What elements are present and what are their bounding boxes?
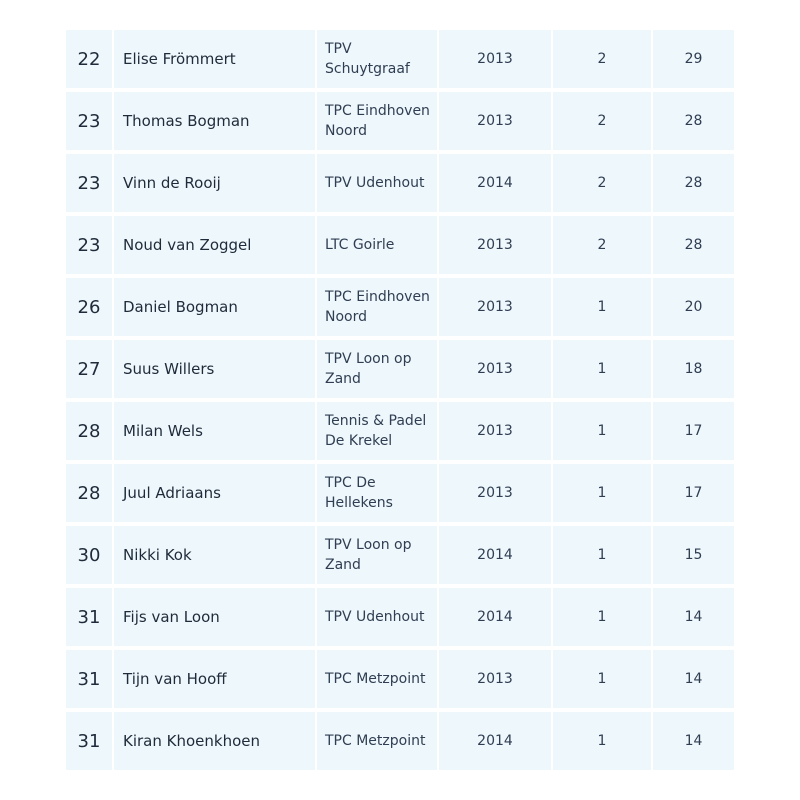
player-name-cell-text: Kiran Khoenkhoen xyxy=(123,732,260,750)
table-row xyxy=(66,30,734,88)
rank-cell xyxy=(66,30,112,88)
birth-year-cell-text: 2013 xyxy=(477,113,513,129)
table-row xyxy=(66,216,734,274)
count-cell xyxy=(553,712,651,770)
rank-cell-text: 31 xyxy=(77,668,101,690)
points-cell xyxy=(653,712,734,770)
birth-year-cell-text: 2013 xyxy=(477,361,513,377)
birth-year-cell-text: 2013 xyxy=(477,671,513,687)
rank-cell-text: 27 xyxy=(77,358,101,380)
birth-year-cell-text: 2014 xyxy=(477,733,513,749)
club-cell xyxy=(317,216,437,274)
points-cell-text: 18 xyxy=(684,361,703,377)
birth-year-cell xyxy=(439,340,551,398)
birth-year-cell xyxy=(439,464,551,522)
birth-year-cell-text: 2013 xyxy=(477,485,513,501)
player-name-cell-text: Milan Wels xyxy=(123,422,203,440)
points-cell xyxy=(653,464,734,522)
count-cell xyxy=(553,30,651,88)
club-cell xyxy=(317,712,437,770)
rank-cell xyxy=(66,154,112,212)
points-cell xyxy=(653,30,734,88)
count-cell xyxy=(553,464,651,522)
rank-cell-text: 28 xyxy=(77,482,101,504)
birth-year-cell-text: 2013 xyxy=(477,423,513,439)
rank-cell xyxy=(66,92,112,150)
points-cell-text: 28 xyxy=(684,175,703,191)
club-cell xyxy=(317,92,437,150)
club-cell-text: TPV Loon op Zand xyxy=(325,351,412,387)
count-cell-text: 1 xyxy=(597,423,607,439)
count-cell xyxy=(553,402,651,460)
birth-year-cell xyxy=(439,216,551,274)
rank-cell-text: 30 xyxy=(77,544,101,566)
player-name-cell-text: Noud van Zoggel xyxy=(123,236,252,254)
club-cell-text: TPC Eindhoven Noord xyxy=(325,103,430,139)
birth-year-cell xyxy=(439,588,551,646)
points-cell xyxy=(653,278,734,336)
club-cell-text: TPC Eindhoven Noord xyxy=(325,289,430,325)
club-cell-text: TPV Loon op Zand xyxy=(325,537,412,573)
birth-year-cell-text: 2014 xyxy=(477,175,513,191)
table-row xyxy=(66,278,734,336)
birth-year-cell-text: 2013 xyxy=(477,237,513,253)
club-cell-text: TPC Metzpoint xyxy=(325,733,426,749)
player-name-cell-text: Juul Adriaans xyxy=(123,484,221,502)
player-name-cell-text: Tijn van Hooff xyxy=(123,670,227,688)
club-cell-text: TPC De Hellekens xyxy=(325,475,393,511)
player-name-cell xyxy=(114,92,315,150)
rank-cell xyxy=(66,588,112,646)
club-cell xyxy=(317,526,437,584)
count-cell-text: 1 xyxy=(597,299,607,315)
count-cell-text: 1 xyxy=(597,361,607,377)
rank-cell xyxy=(66,464,112,522)
points-cell-text: 17 xyxy=(684,485,703,501)
count-cell-text: 1 xyxy=(597,733,607,749)
birth-year-cell xyxy=(439,402,551,460)
player-name-cell-text: Nikki Kok xyxy=(123,546,192,564)
table-row xyxy=(66,92,734,150)
points-cell-text: 29 xyxy=(684,51,703,67)
birth-year-cell xyxy=(439,154,551,212)
birth-year-cell-text: 2013 xyxy=(477,51,513,67)
count-cell xyxy=(553,92,651,150)
birth-year-cell xyxy=(439,30,551,88)
player-name-cell xyxy=(114,216,315,274)
points-cell xyxy=(653,340,734,398)
table-row xyxy=(66,340,734,398)
table-row xyxy=(66,526,734,584)
table-row xyxy=(66,464,734,522)
points-cell-text: 14 xyxy=(684,671,703,687)
player-name-cell-text: Daniel Bogman xyxy=(123,298,238,316)
rank-cell-text: 23 xyxy=(77,234,101,256)
points-cell-text: 14 xyxy=(684,733,703,749)
player-name-cell-text: Vinn de Rooij xyxy=(123,174,221,192)
points-cell-text: 28 xyxy=(684,113,703,129)
count-cell xyxy=(553,216,651,274)
rank-cell-text: 22 xyxy=(77,48,101,70)
birth-year-cell xyxy=(439,92,551,150)
birth-year-cell xyxy=(439,526,551,584)
points-cell xyxy=(653,154,734,212)
count-cell xyxy=(553,588,651,646)
player-name-cell xyxy=(114,588,315,646)
points-cell-text: 14 xyxy=(684,609,703,625)
count-cell-text: 2 xyxy=(597,113,607,129)
rank-cell xyxy=(66,712,112,770)
club-cell-text: TPC Metzpoint xyxy=(325,671,426,687)
player-name-cell xyxy=(114,650,315,708)
birth-year-cell xyxy=(439,278,551,336)
player-name-cell xyxy=(114,526,315,584)
birth-year-cell xyxy=(439,712,551,770)
club-cell-text: LTC Goirle xyxy=(325,237,395,253)
club-cell xyxy=(317,402,437,460)
club-cell xyxy=(317,154,437,212)
rank-cell-text: 28 xyxy=(77,420,101,442)
points-cell-text: 17 xyxy=(684,423,703,439)
player-name-cell xyxy=(114,154,315,212)
player-name-cell xyxy=(114,464,315,522)
table-row xyxy=(66,154,734,212)
points-cell-text: 15 xyxy=(684,547,703,563)
count-cell xyxy=(553,526,651,584)
player-name-cell-text: Thomas Bogman xyxy=(123,112,250,130)
birth-year-cell-text: 2013 xyxy=(477,299,513,315)
club-cell xyxy=(317,30,437,88)
birth-year-cell xyxy=(439,650,551,708)
points-cell xyxy=(653,402,734,460)
player-name-cell-text: Suus Willers xyxy=(123,360,215,378)
table-row xyxy=(66,650,734,708)
ranking-table xyxy=(66,30,734,774)
club-cell-text: TPV Udenhout xyxy=(325,609,425,625)
birth-year-cell-text: 2014 xyxy=(477,609,513,625)
rank-cell-text: 23 xyxy=(77,110,101,132)
count-cell-text: 2 xyxy=(597,237,607,253)
club-cell xyxy=(317,464,437,522)
count-cell-text: 2 xyxy=(597,51,607,67)
count-cell-text: 1 xyxy=(597,609,607,625)
birth-year-cell-text: 2014 xyxy=(477,547,513,563)
player-name-cell xyxy=(114,278,315,336)
club-cell-text: Tennis & Padel De Krekel xyxy=(325,413,427,449)
points-cell-text: 20 xyxy=(684,299,703,315)
table-row xyxy=(66,588,734,646)
player-name-cell xyxy=(114,402,315,460)
rank-cell xyxy=(66,340,112,398)
count-cell xyxy=(553,154,651,212)
rank-cell xyxy=(66,216,112,274)
rank-cell xyxy=(66,650,112,708)
count-cell-text: 1 xyxy=(597,485,607,501)
club-cell-text: TPV Udenhout xyxy=(325,175,425,191)
count-cell-text: 1 xyxy=(597,547,607,563)
count-cell-text: 1 xyxy=(597,671,607,687)
count-cell-text: 2 xyxy=(597,175,607,191)
points-cell xyxy=(653,588,734,646)
club-cell xyxy=(317,340,437,398)
points-cell xyxy=(653,650,734,708)
points-cell xyxy=(653,216,734,274)
table-row xyxy=(66,712,734,770)
points-cell xyxy=(653,526,734,584)
count-cell xyxy=(553,340,651,398)
player-name-cell xyxy=(114,340,315,398)
player-name-cell-text: Fijs van Loon xyxy=(123,608,220,626)
player-name-cell xyxy=(114,30,315,88)
rank-cell-text: 31 xyxy=(77,730,101,752)
points-cell-text: 28 xyxy=(684,237,703,253)
club-cell-text: TPV Schuytgraaf xyxy=(325,41,410,77)
points-cell xyxy=(653,92,734,150)
player-name-cell xyxy=(114,712,315,770)
count-cell xyxy=(553,650,651,708)
club-cell xyxy=(317,588,437,646)
count-cell xyxy=(553,278,651,336)
rank-cell-text: 23 xyxy=(77,172,101,194)
table-row xyxy=(66,402,734,460)
club-cell xyxy=(317,650,437,708)
rank-cell xyxy=(66,402,112,460)
rank-cell-text: 31 xyxy=(77,606,101,628)
rank-cell-text: 26 xyxy=(77,296,101,318)
player-name-cell-text: Elise Frömmert xyxy=(123,50,236,68)
rank-cell xyxy=(66,278,112,336)
club-cell xyxy=(317,278,437,336)
rank-cell xyxy=(66,526,112,584)
